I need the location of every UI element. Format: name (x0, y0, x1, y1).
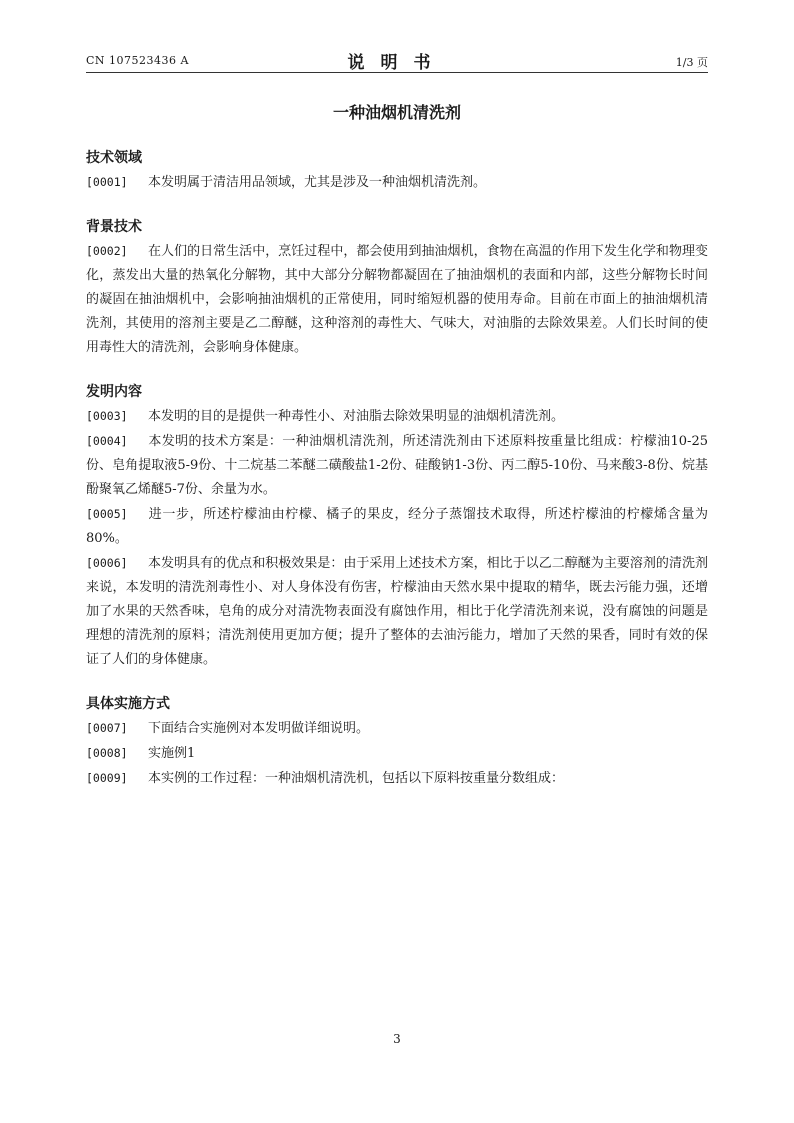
document-title: 一种油烟机清洗剂 (332, 103, 461, 122)
paragraph-number: [0001] (86, 175, 128, 189)
paragraph-number: [0006] (86, 556, 128, 570)
section-heading: 技术领域 (86, 150, 142, 166)
publication-number: CN 107523436 A (86, 54, 189, 67)
paragraph-text: 本发明的目的是提供一种毒性小、对油脂去除效果明显的油烟机清洗剂。 (148, 409, 565, 424)
paragraph-number: [0005] (86, 507, 128, 521)
paragraph-number: [0004] (86, 434, 128, 448)
section-heading: 发明内容 (86, 384, 142, 400)
section-summary (86, 382, 708, 672)
paragraph-text: 本发明具有的优点和积极效果是：由于采用上述技术方案，相比于以乙二醇醚为主要溶剂的清洗剂来说，本发明的清洗剂毒性小、对人身体没有伤害，柠檬油由天然水果中提取的精华，既去污能力强，还增加了水果的天然香味，皂角的成分对清洗物表面没有腐蚀作用，相比于化学清洗剂来说，没有腐蚀的问题是理想的清洗剂的原料；清洗剂使用更加方便；提升了整体的去油污能力，增加了天然的果香，同时有效的保证了人们的身体健康。 (86, 556, 708, 667)
section-heading: 背景技术 (86, 219, 142, 235)
paragraph-text: 本发明属于清洁用品领域，尤其是涉及一种油烟机清洗剂。 (148, 175, 487, 190)
paragraph-text: 本发明的技术方案是：一种油烟机清洗剂，所述清洗剂由下述原料按重量比组成：柠檬油10-25份、皂角提取液5-9份、十二烷基二苯醚二磺酸盐1-2份、硅酸钠1-3份、丙二醇5-10份、马来酸3-8份、烷基酚聚氧乙烯醚5-7份、余量为水。 (86, 434, 708, 497)
section-heading: 具体实施方式 (86, 696, 170, 712)
paragraph-number: [0008] (86, 746, 128, 760)
paragraph (86, 170, 708, 195)
page-number: 3 (393, 1032, 401, 1046)
section-embodiments (86, 694, 708, 791)
paragraph (86, 239, 708, 360)
paragraph-text: 在人们的日常生活中，烹饪过程中，都会使用到抽油烟机，食物在高温的作用下发生化学和物理变化，蒸发出大量的热氧化分解物，其中大部分分解物都凝固在了抽油烟机的表面和内部，这些分解物长时间的凝固在抽油烟机中，会影响抽油烟机的正常使用，同时缩短机器的使用寿命。目前在市面上的抽油烟机清洗剂，其使用的溶剂主要是乙二醇醚，这种溶剂的毒性大、气味大，对油脂的去除效果差。人们长时间的使用毒性大的清洗剂，会影响身体健康。 (86, 244, 708, 355)
paragraph-text: 实施例1 (148, 746, 196, 761)
paragraph (86, 716, 708, 741)
paragraph (86, 741, 708, 766)
section-background (86, 217, 708, 360)
paragraph-text: 进一步，所述柠檬油由柠檬、橘子的果皮，经分子蒸馏技术取得，所述柠檬油的柠檬烯含量为80%。 (86, 507, 708, 546)
paragraph-number: [0007] (86, 721, 128, 735)
paragraph-number: [0002] (86, 244, 128, 258)
document-body (86, 148, 708, 813)
page-indicator: 1/3 页 (675, 56, 708, 69)
page-header (86, 48, 708, 73)
document-type: 说明书 (347, 53, 447, 73)
paragraph-text: 本实例的工作过程：一种油烟机清洗机，包括以下原料按重量分数组成： (148, 771, 565, 786)
paragraph (86, 766, 708, 791)
paragraph-text: 下面结合实施例对本发明做详细说明。 (148, 721, 370, 736)
paragraph (86, 551, 708, 672)
paragraph-number: [0003] (86, 409, 128, 423)
paragraph (86, 404, 708, 429)
section-technical-field (86, 148, 708, 195)
paragraph-number: [0009] (86, 771, 128, 785)
paragraph (86, 429, 708, 502)
paragraph (86, 502, 708, 551)
